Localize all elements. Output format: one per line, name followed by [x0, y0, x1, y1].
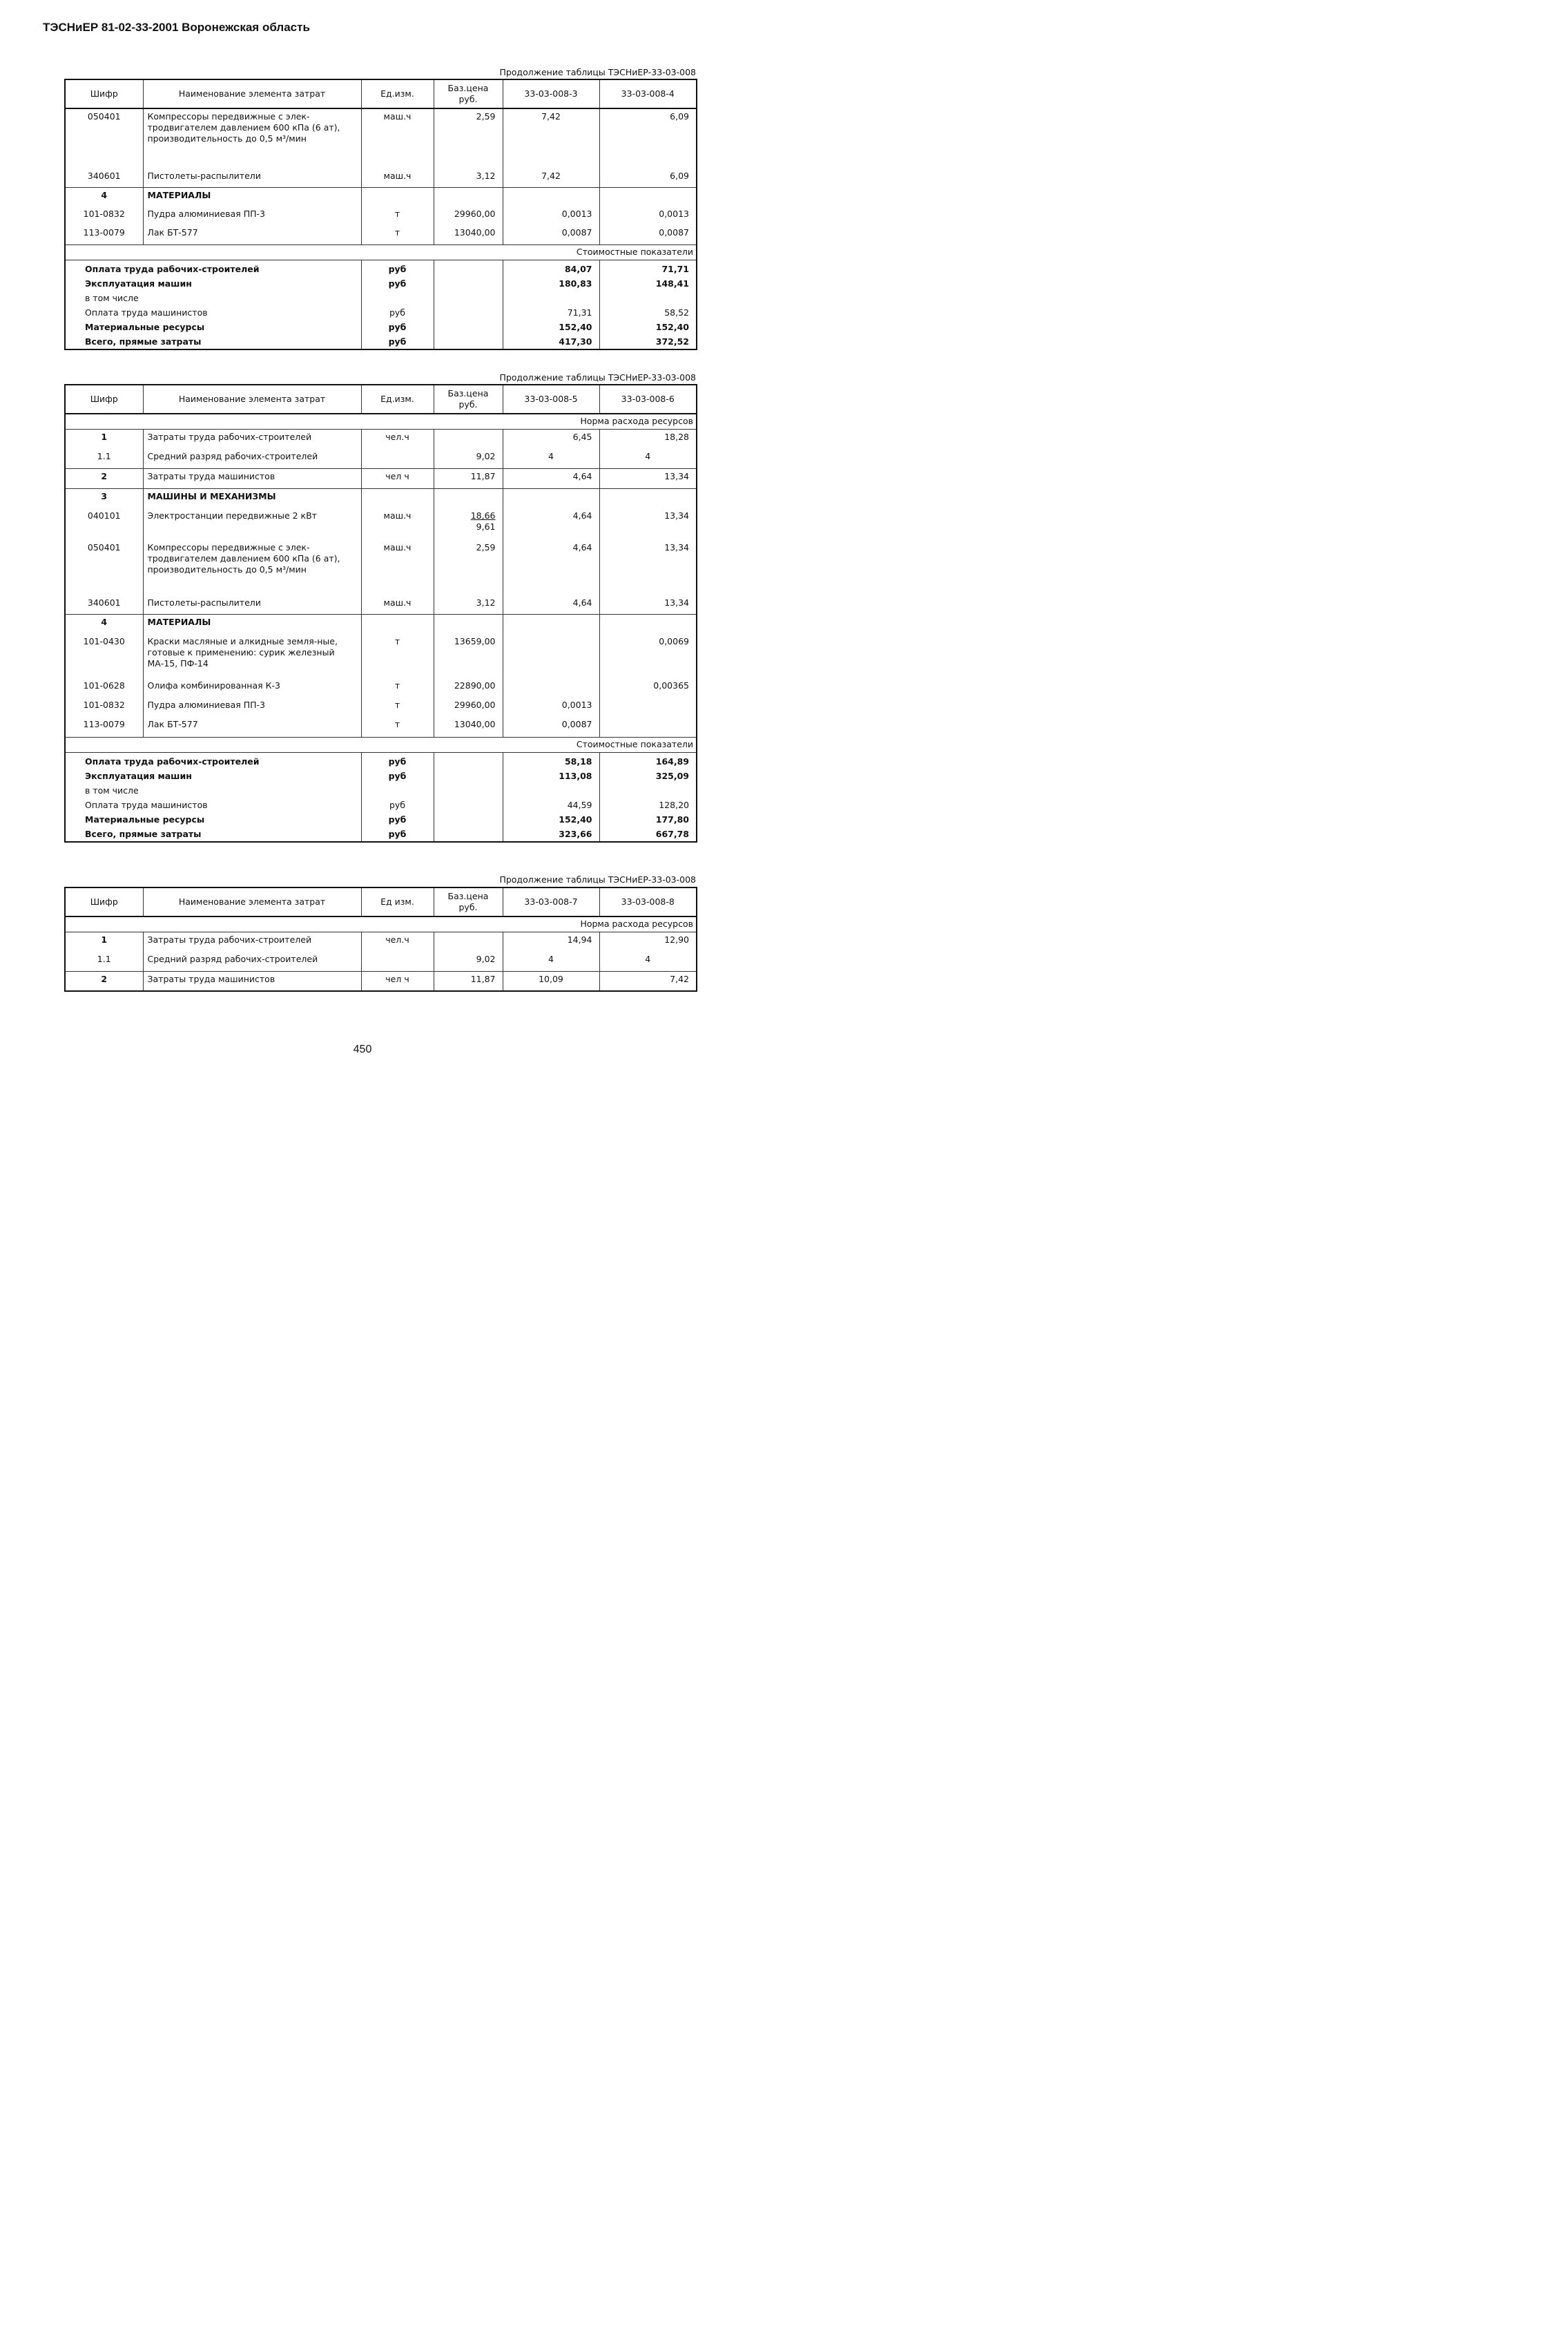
- table-cell: чел ч: [361, 972, 434, 992]
- col-b-header: 33-03-008-4: [599, 79, 697, 108]
- section-label-row: [65, 245, 697, 260]
- table-cell: [434, 798, 503, 812]
- table-cell: 667,78: [599, 827, 697, 842]
- table-cell: чел ч: [361, 469, 434, 489]
- table-cell: в том числе: [85, 293, 139, 303]
- table-row: [65, 225, 697, 245]
- table-cell: [361, 449, 434, 469]
- table-cell: 9,02: [434, 449, 503, 469]
- table-cell: [434, 489, 503, 509]
- table-cell: 152,40: [503, 812, 599, 827]
- col-code-header: Шифр: [65, 887, 143, 916]
- table-cell: [434, 188, 503, 207]
- table-cell: 4: [65, 615, 143, 635]
- table-cell: 7,42: [503, 108, 599, 169]
- table-cell: Стоимостные показатели: [65, 245, 697, 260]
- table-cell: 3,12: [434, 595, 503, 615]
- table-cell: 4: [599, 449, 697, 469]
- table-cell: 113-0079: [83, 719, 125, 729]
- table-cell: Оплата труда машинистов: [85, 307, 208, 318]
- col-price-header: [434, 385, 503, 414]
- table-cell: 9,02: [434, 952, 503, 972]
- table-cell: [434, 276, 503, 291]
- cost-row: [65, 305, 697, 320]
- table-cell: [434, 783, 503, 798]
- table-row: [65, 108, 697, 169]
- table-cell: Лак БТ-577: [143, 225, 361, 245]
- table-cell: Норма расхода ресурсов: [65, 414, 697, 430]
- table-cell: Средний разряд рабочих-строителей: [143, 952, 361, 972]
- col-a-header: 33-03-008-7: [503, 887, 599, 916]
- table-cell: Олифа комбинированная К-3: [143, 678, 361, 698]
- table-cell: 164,89: [599, 753, 697, 769]
- col-b-header: 33-03-008-6: [599, 385, 697, 414]
- table-cell: 1: [101, 934, 108, 945]
- norms-table-1: [64, 79, 697, 350]
- norms-table-3: [64, 887, 697, 992]
- norms-table-2: [64, 384, 697, 843]
- section-row: [65, 615, 697, 635]
- cost-row: [65, 260, 697, 277]
- table-cell: Эксплуатация машин: [85, 771, 192, 781]
- table-cell: 0,0013: [503, 698, 599, 717]
- table-cell: т: [361, 225, 434, 245]
- table-cell: 152,40: [503, 320, 599, 334]
- table-cell: маш.ч: [361, 169, 434, 188]
- table-cell: 11,87: [434, 972, 503, 992]
- table-cell: Пудра алюминиевая ПП-3: [143, 207, 361, 225]
- table-cell: 22890,00: [434, 678, 503, 698]
- table-cell: руб: [361, 305, 434, 320]
- table-cell: Пистолеты-распылители: [143, 595, 361, 615]
- table-cell: [503, 634, 599, 678]
- table-cell: Электростанции передвижные 2 кВт: [143, 508, 361, 540]
- table-header: [65, 887, 697, 916]
- table-cell: 1.1: [97, 954, 111, 964]
- table-cell: 101-0832: [83, 209, 125, 219]
- table-cell: 323,66: [503, 827, 599, 842]
- table-cell: руб: [361, 260, 434, 277]
- table-cell: 2: [65, 469, 143, 489]
- table-cell: 6,45: [503, 430, 599, 450]
- table-cell: [434, 334, 503, 349]
- table-cell: [361, 489, 434, 509]
- table-cell: 13,34: [599, 595, 697, 615]
- table-cell: [599, 717, 697, 738]
- table-cell: маш.ч: [361, 540, 434, 595]
- table-cell: 0,0013: [503, 207, 599, 225]
- table-header: [65, 79, 697, 108]
- table-cell: руб: [361, 320, 434, 334]
- table-row: [65, 972, 697, 992]
- table-cell: маш.ч: [361, 108, 434, 169]
- cost-row: [65, 812, 697, 827]
- table-cell: 2,59: [434, 540, 503, 595]
- table-cell: 101-0430: [83, 636, 125, 646]
- table-cell: маш.ч: [361, 595, 434, 615]
- table-cell: 152,40: [599, 320, 697, 334]
- table-cell: 6,09: [599, 108, 697, 169]
- table-cell: 417,30: [503, 334, 599, 349]
- table-cell: [503, 783, 599, 798]
- table-cell: 13659,00: [434, 634, 503, 678]
- table-cell: 29960,00: [434, 207, 503, 225]
- table-cell: 2: [65, 972, 143, 992]
- table-cell: 58,52: [599, 305, 697, 320]
- table-cell: 101-0628: [83, 680, 125, 691]
- table-cell: 84,07: [503, 260, 599, 277]
- col-name-header: Наименование элемента затрат: [143, 385, 361, 414]
- table-cell: 372,52: [599, 334, 697, 349]
- table-cell: т: [361, 207, 434, 225]
- table-cell: 0,0087: [503, 225, 599, 245]
- table-cell: Затраты труда рабочих-строителей: [143, 430, 361, 450]
- table-cell: Материальные ресурсы: [85, 322, 205, 332]
- table-cell: МАТЕРИАЛЫ: [143, 188, 361, 207]
- table-cell: 1.1: [97, 451, 111, 461]
- table-cell: чел.ч: [361, 430, 434, 450]
- table-cell: [434, 291, 503, 305]
- table-cell: 4,64: [503, 469, 599, 489]
- cell-text: руб.: [458, 94, 478, 104]
- col-a-header: 33-03-008-5: [503, 385, 599, 414]
- table-cell: 14,94: [503, 932, 599, 952]
- col-b-header: 33-03-008-8: [599, 887, 697, 916]
- table-cell: [599, 615, 697, 635]
- table-cell: руб: [361, 334, 434, 349]
- table-cell: 325,09: [599, 769, 697, 783]
- table-cell: [434, 812, 503, 827]
- table-cell: руб: [361, 798, 434, 812]
- table-row: [65, 595, 697, 615]
- table-cell: 180,83: [503, 276, 599, 291]
- table-cell: чел.ч: [361, 932, 434, 952]
- table-cell: [434, 508, 503, 540]
- table-row: [65, 469, 697, 489]
- table-cell: 0,0087: [503, 717, 599, 738]
- table-row: [65, 540, 697, 595]
- continuation-label: Продолжение таблицы ТЭСНиЕР-33-03-008: [499, 67, 696, 77]
- cell-text: руб.: [458, 902, 478, 912]
- table-cell: Оплата труда рабочих-строителей: [85, 756, 260, 767]
- table-cell: 340601: [87, 171, 121, 181]
- table-cell: Оплата труда рабочих-строителей: [85, 264, 260, 274]
- table-cell: 58,18: [503, 753, 599, 769]
- table-cell: руб: [361, 769, 434, 783]
- table-cell: 12,90: [599, 932, 697, 952]
- cost-row: [65, 783, 697, 798]
- col-name-header: Наименование элемента затрат: [143, 79, 361, 108]
- table-cell: [434, 769, 503, 783]
- table-cell: 177,80: [599, 812, 697, 827]
- table-row: [65, 508, 697, 540]
- table-cell: Затраты труда рабочих-строителей: [143, 932, 361, 952]
- col-a-header: 33-03-008-3: [503, 79, 599, 108]
- table-cell: 0,0069: [599, 634, 697, 678]
- page-number: 450: [353, 1044, 372, 1055]
- table-cell: 7,42: [503, 169, 599, 188]
- table-cell: 71,31: [503, 305, 599, 320]
- cost-row: [65, 276, 697, 291]
- table-cell: [599, 188, 697, 207]
- table-cell: Всего, прямые затраты: [85, 829, 202, 839]
- section-label-row: [65, 916, 697, 932]
- table-cell: маш.ч: [361, 508, 434, 540]
- table-cell: Затраты труда машинистов: [143, 972, 361, 992]
- table-cell: Оплата труда машинистов: [85, 800, 208, 810]
- table-row: [65, 678, 697, 698]
- table-cell: т: [361, 678, 434, 698]
- table-row: [65, 449, 697, 469]
- table-cell: Средний разряд рабочих-строителей: [143, 449, 361, 469]
- table-cell: 3: [65, 489, 143, 509]
- table-cell: МАШИНЫ И МЕХАНИЗМЫ: [143, 489, 361, 509]
- table-cell: т: [361, 634, 434, 678]
- cost-row: [65, 753, 697, 769]
- col-name-header: Наименование элемента затрат: [143, 887, 361, 916]
- table-cell: [361, 952, 434, 972]
- table-cell: [503, 291, 599, 305]
- table-cell: 040101: [87, 510, 121, 521]
- table-cell: Компрессоры передвижные с элек-тродвигателем давлением 600 кПа (6 ат), производительность до 0,5 м³/мин: [143, 108, 361, 169]
- table-cell: 050401: [87, 111, 121, 122]
- table-cell: Стоимостные показатели: [65, 738, 697, 753]
- col-unit-header: Ед.изм.: [361, 79, 434, 108]
- table-cell: 050401: [87, 542, 121, 553]
- table-cell: [361, 291, 434, 305]
- table-cell: Эксплуатация машин: [85, 278, 192, 289]
- table-cell: 3,12: [434, 169, 503, 188]
- table-cell: 4,64: [503, 508, 599, 540]
- table-cell: [434, 430, 503, 450]
- table-cell: 101-0832: [83, 700, 125, 710]
- table-row: [65, 932, 697, 952]
- table-cell: Пудра алюминиевая ПП-3: [143, 698, 361, 717]
- cell-text: Баз.цена: [447, 891, 489, 901]
- table-row: [65, 430, 697, 450]
- cell-text: Баз.цена: [447, 388, 489, 399]
- table-cell: [434, 932, 503, 952]
- table-cell: 4: [503, 449, 599, 469]
- table-cell: [503, 489, 599, 509]
- table-cell: [361, 188, 434, 207]
- cell-text: руб.: [458, 399, 478, 410]
- col-unit-header: Ед изм.: [361, 887, 434, 916]
- cost-row: [65, 291, 697, 305]
- cell-text: 9,61: [476, 521, 496, 532]
- table-cell: Материальные ресурсы: [85, 814, 205, 825]
- table-cell: [361, 783, 434, 798]
- table-cell: 10,09: [503, 972, 599, 992]
- table-cell: руб: [361, 753, 434, 769]
- table-cell: 340601: [87, 597, 121, 608]
- table-cell: 0,00365: [599, 678, 697, 698]
- table-cell: руб: [361, 276, 434, 291]
- table-cell: [599, 489, 697, 509]
- table-cell: 128,20: [599, 798, 697, 812]
- table-cell: 113-0079: [83, 227, 125, 238]
- table-cell: [434, 305, 503, 320]
- table-cell: 4: [599, 952, 697, 972]
- table-cell: 18,28: [599, 430, 697, 450]
- table-cell: [434, 753, 503, 769]
- table-cell: 148,41: [599, 276, 697, 291]
- table-cell: [599, 698, 697, 717]
- table-cell: т: [361, 717, 434, 738]
- section-row: [65, 489, 697, 509]
- table-cell: руб: [361, 827, 434, 842]
- section-row: [65, 188, 697, 207]
- table-cell: 71,71: [599, 260, 697, 277]
- table-cell: 4,64: [503, 540, 599, 595]
- document-header: ТЭСНиЕР 81-02-33-2001 Воронежская область: [43, 21, 310, 34]
- table-row: [65, 952, 697, 972]
- table-row: [65, 634, 697, 678]
- table-cell: 0,0013: [599, 207, 697, 225]
- cost-row: [65, 334, 697, 349]
- table-cell: [503, 188, 599, 207]
- col-unit-header: Ед.изм.: [361, 385, 434, 414]
- table-cell: т: [361, 698, 434, 717]
- col-price-header: [434, 79, 503, 108]
- cell-text: 18,66: [470, 510, 496, 521]
- col-code-header: Шифр: [65, 79, 143, 108]
- table-row: [65, 698, 697, 717]
- table-cell: МАТЕРИАЛЫ: [143, 615, 361, 635]
- table-row: [65, 169, 697, 188]
- table-header: [65, 385, 697, 414]
- cost-row: [65, 320, 697, 334]
- col-code-header: Шифр: [65, 385, 143, 414]
- table-cell: 13,34: [599, 508, 697, 540]
- table-cell: 113,08: [503, 769, 599, 783]
- table-cell: [434, 260, 503, 277]
- cost-row: [65, 827, 697, 842]
- table-cell: 13040,00: [434, 717, 503, 738]
- section-label-row: [65, 738, 697, 753]
- table-cell: [361, 615, 434, 635]
- table-cell: 4: [503, 952, 599, 972]
- table-cell: Норма расхода ресурсов: [65, 916, 697, 932]
- table-row: [65, 207, 697, 225]
- section-label-row: [65, 414, 697, 430]
- table-cell: 4: [65, 188, 143, 207]
- table-cell: 1: [101, 432, 108, 442]
- table-cell: 2,59: [434, 108, 503, 169]
- table-cell: 13040,00: [434, 225, 503, 245]
- table-cell: Пистолеты-распылители: [143, 169, 361, 188]
- table-cell: Компрессоры передвижные с элек-тродвигателем давлением 600 кПа (6 ат), производительность до 0,5 м³/мин: [143, 540, 361, 595]
- table-cell: Всего, прямые затраты: [85, 336, 202, 347]
- table-cell: 7,42: [599, 972, 697, 992]
- table-row: [65, 717, 697, 738]
- table-cell: [434, 827, 503, 842]
- cost-row: [65, 798, 697, 812]
- table-cell: [503, 678, 599, 698]
- table-cell: [599, 783, 697, 798]
- table-cell: Краски масляные и алкидные земля-ные, готовые к применению: сурик железный МА-15, ПФ-14: [143, 634, 361, 678]
- table-cell: 11,87: [434, 469, 503, 489]
- table-cell: руб: [361, 812, 434, 827]
- table-cell: в том числе: [85, 785, 139, 796]
- cell-text: Баз.цена: [447, 83, 489, 93]
- table-cell: 0,0087: [599, 225, 697, 245]
- table-cell: 13,34: [599, 469, 697, 489]
- table-cell: Затраты труда машинистов: [143, 469, 361, 489]
- table-cell: 44,59: [503, 798, 599, 812]
- cost-row: [65, 769, 697, 783]
- table-cell: Лак БТ-577: [143, 717, 361, 738]
- table-cell: 13,34: [599, 540, 697, 595]
- table-cell: [434, 615, 503, 635]
- table-cell: [599, 291, 697, 305]
- table-cell: [503, 615, 599, 635]
- col-price-header: [434, 887, 503, 916]
- continuation-label: Продолжение таблицы ТЭСНиЕР-33-03-008: [499, 874, 696, 885]
- table-cell: 6,09: [599, 169, 697, 188]
- table-cell: 4,64: [503, 595, 599, 615]
- continuation-label: Продолжение таблицы ТЭСНиЕР-33-03-008: [499, 372, 696, 383]
- table-cell: [434, 320, 503, 334]
- table-cell: 29960,00: [434, 698, 503, 717]
